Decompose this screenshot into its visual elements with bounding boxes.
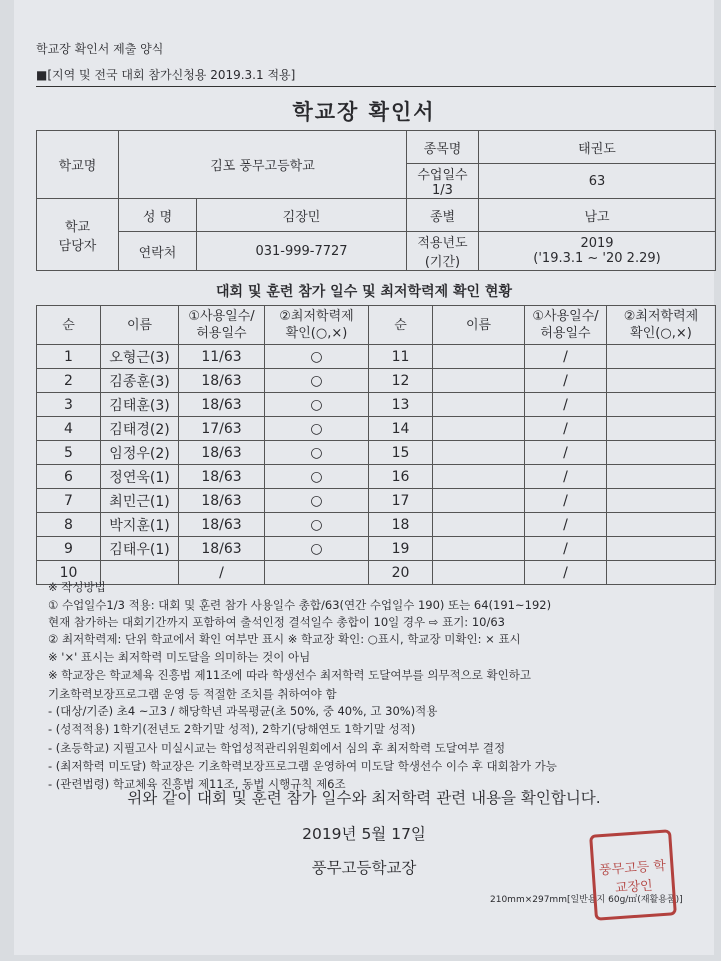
table-row xyxy=(37,441,716,465)
roster-days-cell: 18/63 xyxy=(179,369,265,393)
table-row xyxy=(37,345,716,369)
note-line: ② 최저학력제: 단위 학교에서 확인 여부만 표시 ※ 학교장 확인: ○표시, 학교장 미확인: × 표시 xyxy=(48,632,521,646)
note-line: 기초학력보장프로그램 운영 등 적절한 조치를 취하여야 함 xyxy=(48,687,337,701)
roster-no-cell: 1 xyxy=(37,345,101,369)
gender-label: 종별 xyxy=(407,199,479,232)
roster-days-cell: / xyxy=(525,489,607,513)
roster-header-row xyxy=(37,306,716,345)
roster-table xyxy=(36,305,716,585)
roster-days-cell: 18/63 xyxy=(179,513,265,537)
page-title: 학교장 확인서 xyxy=(292,100,436,124)
roster-days-cell: / xyxy=(525,369,607,393)
roster-no-cell: 14 xyxy=(369,417,433,441)
roster-no-cell: 12 xyxy=(369,369,433,393)
table-row xyxy=(37,417,716,441)
school-label: 학교명 xyxy=(37,131,119,199)
roster-mark-cell: ○ xyxy=(265,489,369,513)
roster-days-cell: / xyxy=(525,465,607,489)
manager-label: 학교 담당자 xyxy=(37,199,119,271)
roster-no-cell: 3 xyxy=(37,393,101,417)
roster-days-cell: 18/63 xyxy=(179,393,265,417)
roster-no-cell: 4 xyxy=(37,417,101,441)
roster-mark-cell xyxy=(607,465,716,489)
roster-name-cell xyxy=(433,441,525,465)
roster-no-cell: 2 xyxy=(37,369,101,393)
gender-value: 남고 xyxy=(479,199,716,232)
header-no: 순 xyxy=(37,306,101,345)
section-title: 대회 및 훈련 참가 일수 및 최저학력제 확인 현황 xyxy=(216,284,512,300)
roster-name-cell: 김종훈(3) xyxy=(101,369,179,393)
roster-name-cell xyxy=(433,489,525,513)
roster-days-cell: / xyxy=(525,537,607,561)
closing-date: 2019년 5월 17일 xyxy=(302,825,426,843)
roster-no-cell: 20 xyxy=(369,561,433,585)
note-line: ① 수업일수1/3 적용: 대회 및 훈련 참가 사용일수 총합/63(연간 수업일수 190) 또는 64(191~192) xyxy=(48,598,552,612)
header-no-2: 순 xyxy=(369,306,433,345)
school-info-table xyxy=(36,130,716,271)
note-line: 현재 참가하는 대회기간까지 포함하여 출석인정 결석일수 총합이 10일 경우 ⇨ 표기: 10/63 xyxy=(48,615,505,629)
roster-name-cell xyxy=(433,465,525,489)
roster-mark-cell: ○ xyxy=(265,345,369,369)
header-name: 이름 xyxy=(101,306,179,345)
note-line: ※ '×' 표시는 최저학력 미도달을 의미하는 것이 아님 xyxy=(48,650,311,664)
note-line: - (대상/기준) 초4 ~고3 / 해당학년 과목평균(초 50%, 중 40%, 고 30%)적용 xyxy=(48,704,438,718)
sport-value: 태권도 xyxy=(479,131,716,164)
roster-mark-cell xyxy=(607,441,716,465)
contact-value: 031-999-7727 xyxy=(197,232,407,271)
table-row xyxy=(37,489,716,513)
table-row xyxy=(37,369,716,393)
roster-mark-cell xyxy=(607,561,716,585)
roster-mark-cell: ○ xyxy=(265,369,369,393)
roster-days-cell: 11/63 xyxy=(179,345,265,369)
header-rule xyxy=(36,86,716,87)
roster-name-cell: 정연욱(1) xyxy=(101,465,179,489)
roster-days-cell: / xyxy=(525,393,607,417)
roster-name-cell: 김태우(1) xyxy=(101,537,179,561)
table-row xyxy=(37,393,716,417)
roster-mark-cell: ○ xyxy=(265,393,369,417)
roster-name-cell xyxy=(433,345,525,369)
name-value: 김장민 xyxy=(197,199,407,232)
document-page xyxy=(14,0,714,955)
note-line: - (초등학교) 지필고사 미실시교는 학업성적관리위원회에서 심의 후 최저학력 도달여부 결정 xyxy=(48,741,506,755)
roster-no-cell: 6 xyxy=(37,465,101,489)
table-row xyxy=(37,513,716,537)
roster-no-cell: 16 xyxy=(369,465,433,489)
roster-name-cell xyxy=(433,513,525,537)
roster-days-cell: / xyxy=(525,441,607,465)
school-name: 김포 풍무고등학교 xyxy=(119,131,407,199)
roster-mark-cell xyxy=(607,513,716,537)
form-label: 학교장 확인서 제출 양식 xyxy=(36,42,164,56)
roster-mark-cell: ○ xyxy=(265,537,369,561)
roster-name-cell: 임정우(2) xyxy=(101,441,179,465)
roster-name-cell xyxy=(433,369,525,393)
year-label: 적용년도 (기간) xyxy=(407,232,479,271)
school-seal: 풍무고등 학교장인 xyxy=(589,829,677,921)
form-subtitle: ■[지역 및 전국 대회 참가신청용 2019.3.1 적용] xyxy=(36,68,296,82)
roster-no-cell: 15 xyxy=(369,441,433,465)
note-line: - (최저학력 미도달) 학교장은 기초학력보장프로그램 운영하여 미도달 학생선수 이수 후 대회참가 가능 xyxy=(48,759,557,773)
roster-name-cell: 최민근(1) xyxy=(101,489,179,513)
roster-name-cell xyxy=(433,561,525,585)
closing-signer: 풍무고등학교장 xyxy=(311,859,417,877)
roster-no-cell: 8 xyxy=(37,513,101,537)
roster-name-cell: 김태훈(3) xyxy=(101,393,179,417)
roster-no-cell: 19 xyxy=(369,537,433,561)
days-value: 63 xyxy=(479,164,716,199)
roster-days-cell: 18/63 xyxy=(179,441,265,465)
year-value: 2019 ('19.3.1 ~ '20 2.29) xyxy=(479,232,716,271)
header-days-2: ①사용일수/ 허용일수 xyxy=(525,306,607,345)
roster-mark-cell: ○ xyxy=(265,465,369,489)
roster-days-cell: 18/63 xyxy=(179,489,265,513)
roster-name-cell xyxy=(101,561,179,585)
roster-days-cell: 18/63 xyxy=(179,537,265,561)
roster-mark-cell xyxy=(607,393,716,417)
sport-label: 종목명 xyxy=(407,131,479,164)
roster-no-cell: 7 xyxy=(37,489,101,513)
roster-mark-cell xyxy=(607,345,716,369)
note-line: - (성적적용) 1학기(전년도 2학기말 성적), 2학기(당해연도 1학기말 성적) xyxy=(48,722,416,736)
roster-no-cell: 10 xyxy=(37,561,101,585)
name-label: 성 명 xyxy=(119,199,197,232)
roster-days-cell: / xyxy=(525,417,607,441)
roster-mark-cell xyxy=(265,561,369,585)
roster-name-cell: 박지훈(1) xyxy=(101,513,179,537)
closing-statement: 위와 같이 대회 및 훈련 참가 일수와 최저학력 관련 내용을 확인합니다. xyxy=(127,789,601,807)
roster-no-cell: 17 xyxy=(369,489,433,513)
roster-name-cell xyxy=(433,393,525,417)
table-row xyxy=(37,537,716,561)
note-line: ※ 학교장은 학교체육 진흥법 제11조에 따라 학생선수 최저학력 도달여부를 의무적으로 확인하고 xyxy=(48,668,531,682)
note-line: - (관련법령) 학교체육 진흥법 제11조, 동법 시행규칙 제6조 xyxy=(48,777,346,791)
roster-no-cell: 13 xyxy=(369,393,433,417)
roster-body xyxy=(37,306,716,585)
roster-days-cell: 17/63 xyxy=(179,417,265,441)
roster-mark-cell xyxy=(607,489,716,513)
roster-no-cell: 18 xyxy=(369,513,433,537)
roster-days-cell: / xyxy=(525,561,607,585)
roster-mark-cell: ○ xyxy=(265,441,369,465)
roster-name-cell: 김태경(2) xyxy=(101,417,179,441)
contact-label: 연락처 xyxy=(119,232,197,271)
roster-no-cell: 11 xyxy=(369,345,433,369)
roster-name-cell xyxy=(433,537,525,561)
roster-no-cell: 9 xyxy=(37,537,101,561)
roster-days-cell: 18/63 xyxy=(179,465,265,489)
header-min-2: ②최저학력제 확인(○,×) xyxy=(607,306,716,345)
roster-days-cell: / xyxy=(525,513,607,537)
roster-days-cell: / xyxy=(179,561,265,585)
roster-days-cell: / xyxy=(525,345,607,369)
roster-mark-cell xyxy=(607,417,716,441)
header-min: ②최저학력제 확인(○,×) xyxy=(265,306,369,345)
roster-name-cell xyxy=(433,417,525,441)
table-row xyxy=(37,465,716,489)
roster-mark-cell xyxy=(607,537,716,561)
note-line: ※ 작성방법 xyxy=(48,580,106,594)
roster-name-cell: 오형근(3) xyxy=(101,345,179,369)
table-row xyxy=(37,561,716,585)
days-label: 수업일수 1/3 xyxy=(407,164,479,199)
roster-mark-cell: ○ xyxy=(265,417,369,441)
header-days: ①사용일수/ 허용일수 xyxy=(179,306,265,345)
roster-no-cell: 5 xyxy=(37,441,101,465)
header-name-2: 이름 xyxy=(433,306,525,345)
roster-mark-cell xyxy=(607,369,716,393)
paper-footer: 210mm×297mm[일반용지 60g/㎡(재활용품)] xyxy=(490,895,683,905)
roster-mark-cell: ○ xyxy=(265,513,369,537)
